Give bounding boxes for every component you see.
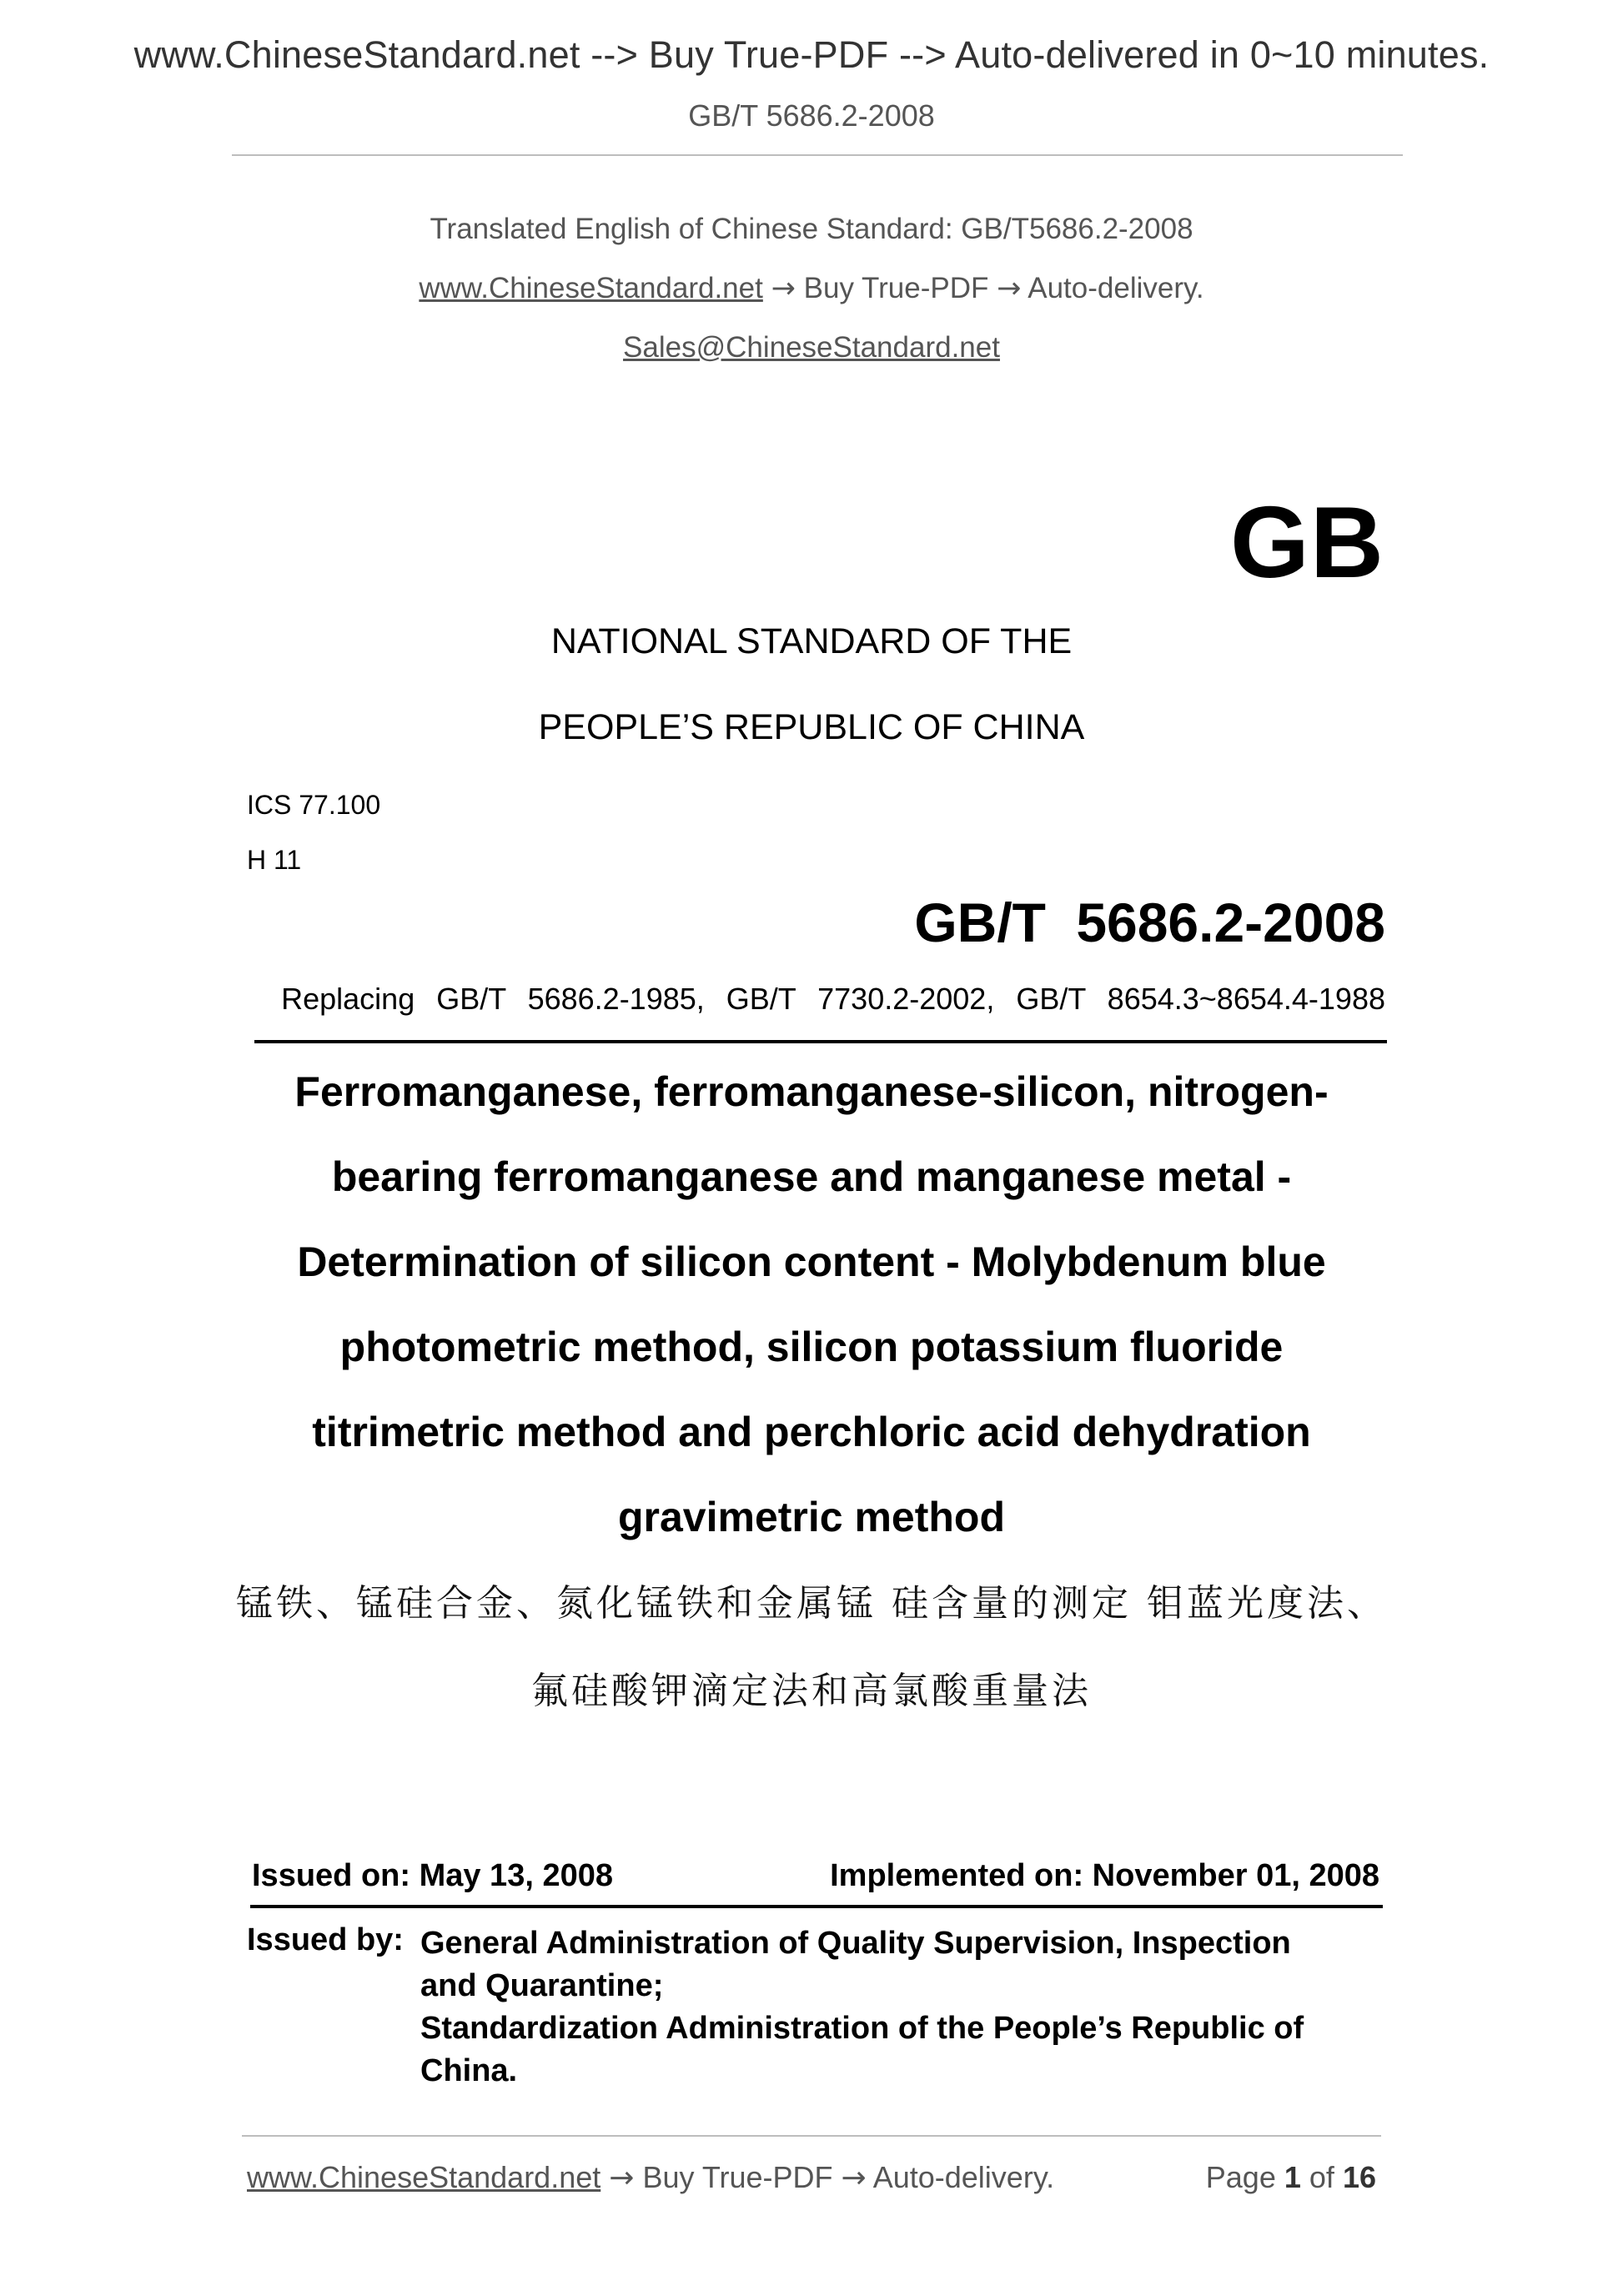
classification-code: H 11	[247, 845, 302, 875]
title-line: Determination of silicon content - Molybdenum blue	[297, 1238, 1326, 1285]
replacing-standards: Replacing GB/T 5686.2-1985, GB/T 7730.2-2002, GB/T 8654.3~8654.4-1988	[281, 982, 1385, 1016]
title-line: photometric method, silicon potassium fluoride	[339, 1324, 1284, 1370]
sales-email-link[interactable]: Sales@ChineseStandard.net	[623, 331, 1000, 364]
chinese-title-line: 氟硅酸钾滴定法和高氯酸重量法	[531, 1670, 1092, 1712]
footer-buy-text: Buy True-PDF	[642, 2160, 833, 2194]
title-line: bearing ferromanganese and manganese metal -	[331, 1153, 1292, 1200]
page-current: 1	[1284, 2160, 1301, 2194]
issuer-line: and Quarantine;	[420, 1968, 664, 2003]
page-label: Page	[1205, 2160, 1276, 2194]
footer-promo	[247, 2160, 1054, 2195]
implemented-on-date: Implemented on: November 01, 2008	[830, 1858, 1379, 1893]
chinese-title-line: 锰铁、锰硅合金、氮化锰铁和金属锰 硅含量的测定 钼蓝光度法、	[236, 1582, 1387, 1625]
header-standard-code: GB/T 5686.2-2008	[688, 98, 935, 133]
right-arrow-icon: →	[841, 2161, 867, 2195]
english-title	[0, 1049, 1623, 1560]
title-divider	[254, 1040, 1387, 1043]
national-standard-line-1: NATIONAL STANDARD OF THE	[550, 621, 1073, 661]
issued-by-label: Issued by:	[247, 1922, 404, 1957]
promo-line	[0, 272, 1623, 305]
right-arrow-icon: →	[771, 272, 796, 305]
chinese-title	[0, 1560, 1623, 1735]
title-line: titrimetric method and perchloric acid dehydration	[312, 1409, 1311, 1455]
title-line: Ferromanganese, ferromanganese-silicon, nitrogen-	[294, 1068, 1329, 1115]
right-arrow-icon: →	[609, 2161, 635, 2195]
site-link[interactable]: www.ChineseStandard.net	[419, 272, 763, 304]
issuer-line: China.	[420, 2053, 518, 2088]
buy-true-pdf-text: Buy True-PDF	[803, 272, 989, 304]
issuer-line: Standardization Administration of the People’s Republic of	[420, 2011, 1304, 2046]
email-line	[0, 331, 1623, 364]
top-banner: www.ChineseStandard.net --> Buy True-PDF --> Auto-delivered in 0~10 minutes.	[133, 33, 1490, 76]
issuing-authorities	[420, 1922, 1304, 2093]
page-of-label: of	[1309, 2160, 1334, 2194]
issued-on-date: Issued on: May 13, 2008	[252, 1858, 613, 1893]
title-line: gravimetric method	[617, 1494, 1005, 1540]
gb-logo: GB	[1230, 485, 1384, 599]
ics-code: ICS 77.100	[247, 790, 381, 820]
national-standard-line-2: PEOPLE’S REPUBLIC OF CHINA	[538, 707, 1085, 747]
right-arrow-icon: →	[997, 272, 1022, 305]
dates-divider	[250, 1905, 1383, 1908]
issuer-line: General Administration of Quality Supervision, Inspection	[420, 1926, 1291, 1961]
footer-delivery-text: Auto-delivery.	[872, 2160, 1055, 2194]
standard-number: GB/T 5686.2-2008	[914, 892, 1385, 953]
auto-delivery-text: Auto-delivery.	[1028, 272, 1204, 304]
footer-divider	[242, 2135, 1381, 2137]
translated-notice: Translated English of Chinese Standard: GB/T5686.2-2008	[430, 213, 1193, 245]
page-indicator	[1206, 2160, 1376, 2195]
header-divider	[232, 154, 1403, 156]
footer-site-link[interactable]: www.ChineseStandard.net	[247, 2160, 601, 2194]
page-total: 16	[1342, 2160, 1376, 2194]
